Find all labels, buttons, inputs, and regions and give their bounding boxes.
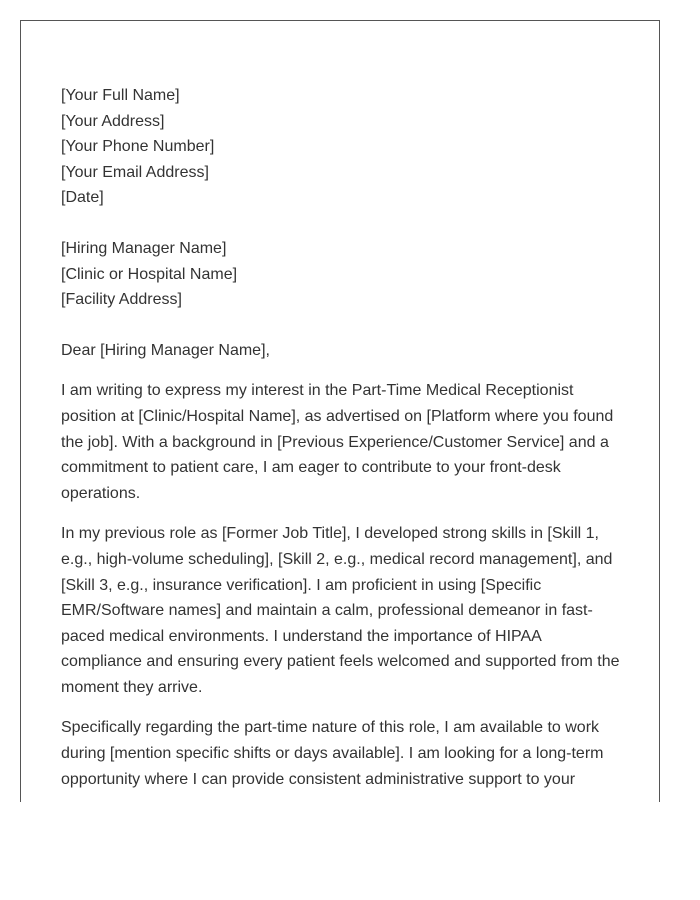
letter-date: [Date] [61,189,104,207]
salutation: Dear [Hiring Manager Name], [61,341,270,359]
recipient-address: [Facility Address] [61,291,182,309]
sender-block [61,83,626,211]
sender-email: [Your Email Address] [61,163,209,181]
recipient-manager: [Hiring Manager Name] [61,239,227,257]
paragraph-experience: In my previous role as [Former Job Title], I developed strong skills in [Skill 1, e.g., high-volume scheduling], [Skill 2, e.g., medical record management], and [Skill 3, e.g., insurance verification]. I am proficient in using [Specific EMR/Software names] and maintain a calm, professional demeanor in fast-paced medical environments. I understand the importance of HIPAA compliance and ensuring every patient feels welcomed and supported from the moment they arrive. [61,525,620,696]
letter-content [61,83,626,802]
recipient-facility: [Clinic or Hospital Name] [61,265,238,283]
recipient-block [61,236,626,313]
paragraph-intro: I am writing to express my interest in the Part-Time Medical Receptionist position at [Clinic/Hospital Name], as advertised on [Platform where you found the job]. With a background in [Previous Experience/Customer Service] and a commitment to patient care, I am eager to contribute to your front-desk operations. [61,382,614,502]
paragraph-availability: Specifically regarding the part-time nature of this role, I am available to work during [mention specific shifts or days available]. I am looking for a long-term opportunity where I can provide consistent administrative support to your [61,719,604,788]
letter-page [20,20,660,802]
sender-name: [Your Full Name] [61,87,180,104]
sender-phone: [Your Phone Number] [61,138,215,156]
sender-address: [Your Address] [61,112,165,130]
